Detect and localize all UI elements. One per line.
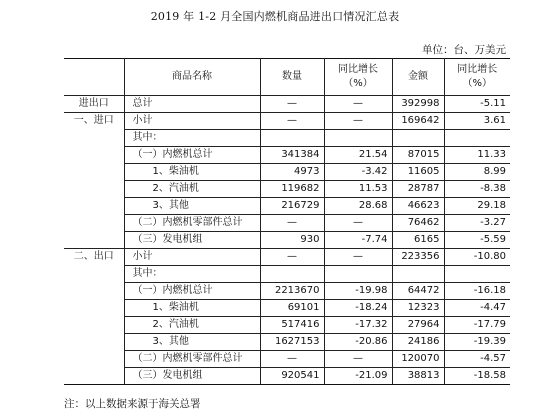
row-qty: — bbox=[260, 215, 324, 232]
table-row bbox=[64, 283, 510, 300]
row-category bbox=[64, 198, 124, 215]
row-name: （一）内燃机总计 bbox=[124, 147, 260, 164]
row-qty-yoy: -17.32 bbox=[324, 317, 392, 334]
row-amt-yoy: -16.18 bbox=[444, 283, 510, 300]
row-amount: 24186 bbox=[392, 334, 444, 351]
row-amt-yoy: -4.57 bbox=[444, 351, 510, 368]
row-amount: 64472 bbox=[392, 283, 444, 300]
table-row bbox=[64, 300, 510, 317]
row-name: 2、汽油机 bbox=[124, 317, 260, 334]
row-amount: 87015 bbox=[392, 147, 444, 164]
row-name: 1、柴油机 bbox=[124, 300, 260, 317]
row-amount: 169642 bbox=[392, 113, 444, 130]
row-amt-yoy bbox=[444, 266, 510, 283]
row-qty-yoy bbox=[324, 266, 392, 283]
header-category bbox=[64, 59, 124, 96]
header-name: 商品名称 bbox=[124, 59, 260, 96]
row-amt-yoy: -18.58 bbox=[444, 368, 510, 385]
table-row bbox=[64, 147, 510, 164]
row-category bbox=[64, 334, 124, 351]
header-amt-yoy-line1: 同比增长 bbox=[457, 64, 498, 75]
row-amount: 120070 bbox=[392, 351, 444, 368]
row-name: 其中： bbox=[124, 130, 260, 147]
row-amount: 28787 bbox=[392, 181, 444, 198]
row-qty-yoy: -3.42 bbox=[324, 164, 392, 181]
row-qty-yoy: -20.86 bbox=[324, 334, 392, 351]
row-qty-yoy bbox=[324, 130, 392, 147]
row-name: 总计 bbox=[124, 96, 260, 113]
row-qty bbox=[260, 266, 324, 283]
header-qty-yoy bbox=[324, 59, 392, 96]
row-amt-yoy: -10.80 bbox=[444, 249, 510, 266]
table-row bbox=[64, 164, 510, 181]
row-qty-yoy: — bbox=[324, 249, 392, 266]
row-qty: — bbox=[260, 96, 324, 113]
table-row bbox=[64, 317, 510, 334]
row-qty-yoy: -19.98 bbox=[324, 283, 392, 300]
row-amount: 27964 bbox=[392, 317, 444, 334]
row-amount: 76462 bbox=[392, 215, 444, 232]
row-category bbox=[64, 147, 124, 164]
row-category bbox=[64, 215, 124, 232]
row-qty: 920541 bbox=[260, 368, 324, 385]
row-qty: 119682 bbox=[260, 181, 324, 198]
row-qty-yoy: — bbox=[324, 215, 392, 232]
row-category bbox=[64, 351, 124, 368]
row-qty-yoy: — bbox=[324, 113, 392, 130]
row-name: （一）内燃机总计 bbox=[124, 283, 260, 300]
row-amount: 12323 bbox=[392, 300, 444, 317]
source-note: 注：以上数据来源于海关总署 bbox=[64, 398, 201, 410]
row-name: 2、汽油机 bbox=[124, 181, 260, 198]
row-category bbox=[64, 317, 124, 334]
header-row bbox=[64, 59, 510, 96]
row-amt-yoy: 3.61 bbox=[444, 113, 510, 130]
row-qty: 4973 bbox=[260, 164, 324, 181]
row-amt-yoy: -17.79 bbox=[444, 317, 510, 334]
row-amt-yoy bbox=[444, 130, 510, 147]
row-qty-yoy: 28.68 bbox=[324, 198, 392, 215]
row-qty: 1627153 bbox=[260, 334, 324, 351]
row-category bbox=[64, 232, 124, 249]
row-amount: 6165 bbox=[392, 232, 444, 249]
row-qty-yoy: -21.09 bbox=[324, 368, 392, 385]
row-qty-yoy: -18.24 bbox=[324, 300, 392, 317]
row-qty: 216729 bbox=[260, 198, 324, 215]
header-amount: 金额 bbox=[392, 59, 444, 96]
table-row bbox=[64, 266, 510, 283]
row-qty: 930 bbox=[260, 232, 324, 249]
row-name: 其中： bbox=[124, 266, 260, 283]
table-row bbox=[64, 334, 510, 351]
table-row bbox=[64, 249, 510, 266]
row-qty-yoy: — bbox=[324, 351, 392, 368]
row-amount bbox=[392, 266, 444, 283]
row-amount: 11605 bbox=[392, 164, 444, 181]
row-amount: 392998 bbox=[392, 96, 444, 113]
row-name: （二）内燃机零部件总计 bbox=[124, 215, 260, 232]
row-qty bbox=[260, 130, 324, 147]
row-amt-yoy: -4.47 bbox=[444, 300, 510, 317]
header-qty-yoy-line1: 同比增长 bbox=[338, 64, 378, 75]
row-category bbox=[64, 130, 124, 147]
row-category bbox=[64, 266, 124, 283]
row-category bbox=[64, 283, 124, 300]
row-category bbox=[64, 368, 124, 385]
row-name: 小计 bbox=[124, 113, 260, 130]
row-amt-yoy: -5.11 bbox=[444, 96, 510, 113]
row-amt-yoy: 11.33 bbox=[444, 147, 510, 164]
row-amt-yoy: -5.59 bbox=[444, 232, 510, 249]
row-qty-yoy: — bbox=[324, 96, 392, 113]
unit-label: 单位：台、万美元 bbox=[422, 44, 506, 56]
table-row bbox=[64, 113, 510, 130]
row-amt-yoy: -8.38 bbox=[444, 181, 510, 198]
header-qty: 数量 bbox=[260, 59, 324, 96]
header-amt-yoy-line2: （%） bbox=[462, 78, 492, 89]
row-category bbox=[64, 181, 124, 198]
row-amount: 38813 bbox=[392, 368, 444, 385]
row-name: （二）内燃机零部件总计 bbox=[124, 351, 260, 368]
row-category bbox=[64, 164, 124, 181]
row-amount: 46623 bbox=[392, 198, 444, 215]
row-name: （三）发电机组 bbox=[124, 368, 260, 385]
table-row bbox=[64, 232, 510, 249]
table-row bbox=[64, 368, 510, 385]
row-name: （三）发电机组 bbox=[124, 232, 260, 249]
row-amt-yoy: 8.99 bbox=[444, 164, 510, 181]
table-row bbox=[64, 198, 510, 215]
row-qty: — bbox=[260, 113, 324, 130]
row-name: 3、其他 bbox=[124, 198, 260, 215]
table-row bbox=[64, 130, 510, 147]
row-qty: — bbox=[260, 249, 324, 266]
row-amount: 223356 bbox=[392, 249, 444, 266]
row-name: 1、柴油机 bbox=[124, 164, 260, 181]
header-qty-yoy-line2: （%） bbox=[343, 78, 373, 89]
table-row bbox=[64, 215, 510, 232]
table-body bbox=[64, 96, 510, 385]
row-category: 进出口 bbox=[64, 96, 124, 113]
row-qty: 341384 bbox=[260, 147, 324, 164]
row-amt-yoy: 29.18 bbox=[444, 198, 510, 215]
row-qty-yoy: 11.53 bbox=[324, 181, 392, 198]
summary-table bbox=[64, 58, 510, 385]
header-amt-yoy bbox=[444, 59, 510, 96]
row-qty: 2213670 bbox=[260, 283, 324, 300]
row-category: 一、进口 bbox=[64, 113, 124, 130]
row-qty: 517416 bbox=[260, 317, 324, 334]
table-title: 2019 年 1-2 月全国内燃机商品进出口情况汇总表 bbox=[150, 10, 400, 23]
row-qty: 69101 bbox=[260, 300, 324, 317]
row-amt-yoy: -19.39 bbox=[444, 334, 510, 351]
row-qty: — bbox=[260, 351, 324, 368]
row-category bbox=[64, 300, 124, 317]
table-row bbox=[64, 181, 510, 198]
row-name: 小计 bbox=[124, 249, 260, 266]
table-row bbox=[64, 351, 510, 368]
row-category: 二、出口 bbox=[64, 249, 124, 266]
row-name: 3、其他 bbox=[124, 334, 260, 351]
row-amt-yoy: -3.27 bbox=[444, 215, 510, 232]
row-qty-yoy: -7.74 bbox=[324, 232, 392, 249]
row-qty-yoy: 21.54 bbox=[324, 147, 392, 164]
row-amount bbox=[392, 130, 444, 147]
table-row bbox=[64, 96, 510, 113]
